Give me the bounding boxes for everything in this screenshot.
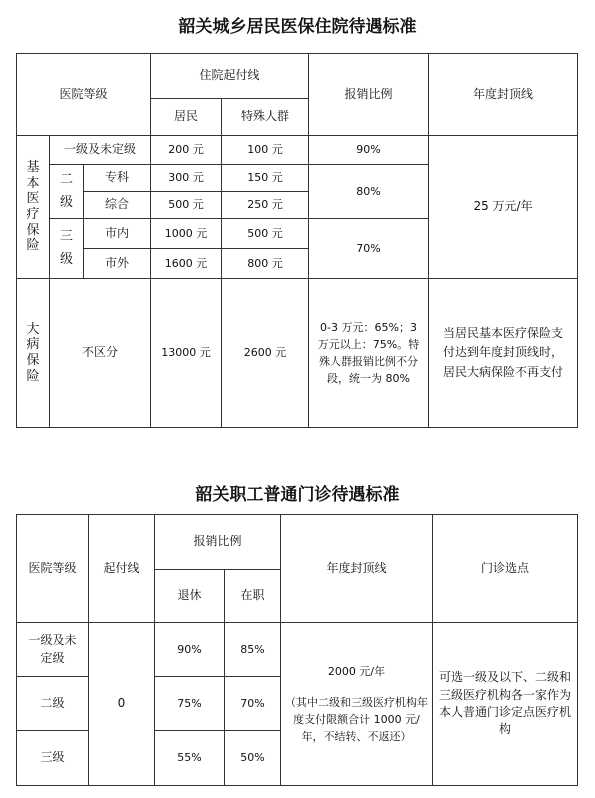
level-2-specialty: 专科 <box>84 165 151 192</box>
level-3-label: 三级 <box>60 229 74 267</box>
header2-employed: 在职 <box>225 570 281 623</box>
serious-ratio: 0-3 万元：65%；3 万元以上：75%。特殊人群报销比例不分段，统一为 80% <box>309 279 429 428</box>
inpatient-benefit-table <box>16 53 578 428</box>
level-2-label: 二级 <box>60 172 74 210</box>
serious-level: 不区分 <box>50 279 151 428</box>
outpatient-cap <box>281 623 433 786</box>
header-special: 特殊人群 <box>222 99 309 136</box>
header-cap: 年度封顶线 <box>429 54 578 136</box>
resident-level-1: 200 元 <box>151 136 222 165</box>
special-level-3-local: 500 元 <box>222 219 309 249</box>
ratio-level-1: 90% <box>309 136 429 165</box>
serious-special-threshold: 2600 元 <box>222 279 309 428</box>
retired-level-1: 90% <box>155 623 225 677</box>
header2-cap: 年度封顶线 <box>281 515 433 623</box>
table1-title: 韶关城乡居民医保住院待遇标准 <box>178 17 417 37</box>
outpatient-level-3: 三级 <box>17 731 89 786</box>
header-level: 医院等级 <box>17 54 151 136</box>
outpatient-cap-main: 2000 元/年 <box>327 664 386 678</box>
special-level-3-outside: 800 元 <box>222 249 309 279</box>
level-3-local: 市内 <box>84 219 151 249</box>
outpatient-threshold: 0 <box>89 623 155 786</box>
special-level-2-specialty: 150 元 <box>222 165 309 192</box>
serious-resident-threshold: 13000 元 <box>151 279 222 428</box>
header2-retired: 退休 <box>155 570 225 623</box>
section-serious-label: 大病保险 <box>26 321 40 384</box>
ratio-level-2: 80% <box>309 165 429 219</box>
header2-level: 医院等级 <box>17 515 89 623</box>
employed-level-3: 50% <box>225 731 281 786</box>
header-resident: 居民 <box>151 99 222 136</box>
level-3-outside: 市外 <box>84 249 151 279</box>
section-basic-insurance <box>17 136 50 279</box>
level-2-group <box>50 165 84 219</box>
level-2-general: 综合 <box>84 192 151 219</box>
level-3-group <box>50 219 84 279</box>
header-ratio: 报销比例 <box>309 54 429 136</box>
ratio-level-3: 70% <box>309 219 429 279</box>
outpatient-level-2: 二级 <box>17 677 89 731</box>
cap-basic: 25 万元/年 <box>429 136 578 279</box>
outpatient-benefit-table <box>16 514 578 786</box>
resident-level-2-general: 500 元 <box>151 192 222 219</box>
serious-cap: 当居民基本医疗保险支付达到年度封顶线时，居民大病保险不再支付 <box>429 279 578 428</box>
header-threshold: 住院起付线 <box>151 54 309 99</box>
resident-level-3-local: 1000 元 <box>151 219 222 249</box>
outpatient-cap-note: （其中二级和三级医疗机构年度支付限额合计 1000 元/年，不结转、不返还） <box>285 695 429 744</box>
resident-level-2-specialty: 300 元 <box>151 165 222 192</box>
header2-ratio: 报销比例 <box>155 515 281 570</box>
section-serious-illness <box>17 279 50 428</box>
header2-clinic: 门诊选点 <box>433 515 578 623</box>
outpatient-level-1: 一级及未定级 <box>17 623 89 677</box>
section-basic-label: 基本医疗保险 <box>26 160 40 254</box>
retired-level-2: 75% <box>155 677 225 731</box>
outpatient-clinic-selection: 可选一级及以下、二级和三级医疗机构各一家作为本人普通门诊定点医疗机构 <box>433 623 578 786</box>
special-level-2-general: 250 元 <box>222 192 309 219</box>
level-1: 一级及未定级 <box>50 136 151 165</box>
table2-title: 韶关职工普通门诊待遇标准 <box>195 485 400 505</box>
resident-level-3-outside: 1600 元 <box>151 249 222 279</box>
special-level-1: 100 元 <box>222 136 309 165</box>
employed-level-1: 85% <box>225 623 281 677</box>
header2-threshold: 起付线 <box>89 515 155 623</box>
retired-level-3: 55% <box>155 731 225 786</box>
employed-level-2: 70% <box>225 677 281 731</box>
